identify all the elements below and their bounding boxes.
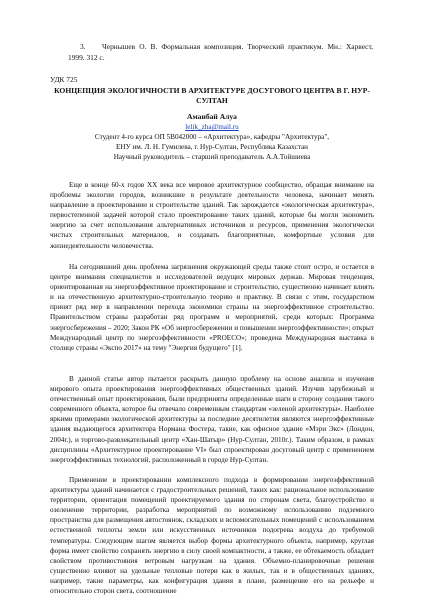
affiliation-line: ЕНУ им. Л. Н. Гумилева, г. Нур-Султан, Республика Казахстан <box>115 143 309 151</box>
author-name: Аманбай Алуа <box>187 112 237 121</box>
udk-code: УДК 725 <box>50 75 78 84</box>
author-email-link[interactable]: lelik_zha@mail.ru <box>185 123 239 131</box>
affiliation-line: Научный руководитель – старший преподаватель А.А.Тойшиева <box>113 153 311 161</box>
reference-entry <box>68 42 373 63</box>
affiliation-line: Студент 4-го курса ОП 5В042000 – «Архитектура», кафедры "Архитектура", <box>94 133 330 141</box>
author-affiliation <box>50 122 374 162</box>
reference-number: 3. <box>80 42 86 51</box>
reference-text: Чернышев О. В. Формальная композиция. Творческий практикум. Мн.: Харвест, 1999. 312 с. <box>68 42 373 62</box>
body-paragraph: Еще в конце 60-х годов XX века все мировое архитектурное сообщество, обращая внимание на проблемы экологии городов, возникшие в результате деятельности человека, начинает менять направление в проектировании и строительстве зданий. Так зарождается «экологическая архитектура», первостепенной задачей которой стало проектирование таких зданий, которые бы могли экономить энергию за счет использования альтернативных источников и ресурсов, применения экологически чистых строительных материалов, и создавать благоприятные, комфортные условия для жизнедеятельности человечества. <box>50 181 374 250</box>
body-paragraph: На сегодняшний день проблема загрязнения окружающей среды также стоит остро, и остается в центре внимания специалистов и исследователей ведущих мировых держав. Мировая тенденция, ориентированная на энергоэффективное проектирование и строительство, существенно начинает влиять и на отечественную архитектурно-строительную теорию и практику. В связи с этим, государством принят ряд мер в направлении перехода экономики страны на энергоэффективное строительство. Правительством страны разработан ряд программ и мероприятий, среди которых: Программа энергосбережения – 2020; Закон РК «Об энергосбережении и повышении энергоэффективности»; открыт Международный центр по энергоэффективности «PROECO»; проведена Международная выставка в столице страны «Экспо 2017» на тему "Энергия будущего" [1]. <box>50 263 374 352</box>
body-paragraph: В данной статье автор пытается раскрыть данную проблему на основе анализа и изучения мирового опыта проектирования энергоэффективных общественных зданий. Изучив зарубежный и отечественный опыт проектирования, были предприняты определенные шаги в сторону создания такого современного объекта, которое бы отвечало современным стандартам «зеленой архитектуры». Наиболее яркими примерами экологической архитектуры за последние десятилетия являются энергоэффективные здания выдающегося архитектора Нормана Фостера, такие, как офисное здание «Мэри Экс» (Лондон, 2004г.), и торгово-развлекательный центр «Хан-Шатыр» (Нур-Султан, 2010г.). Таким образом, в рамках дисциплины «Архитектурное проектирование VI» был спроектирован досуговый центр с применением энергоэффективных технологий, расположенный в городе Нур-Султан. <box>50 375 374 464</box>
body-paragraph: Применение в проектировании комплексного подхода в формировании энергоэффективной архитектуры зданий начинается с градостроительных решений, таких как: рациональное использование территории, ориентация помещений проектируемого здания по сторонам света, благоустройство и озеленение территории, разработка мероприятий по возможному использованию подземного пространства для размещения автостоянок, складских и вспомогательных помещений с использованием естественной теплоты земли или искусственных источников подогрева воздуха до требуемой температуры. Следующим шагом является выбор формы архитектурного объекта, например, круглая форма имеет свойство сохранять энергию в силу своей компактности, а также, ее обтекаемость обладает свойством противостояния ветровым нагрузкам на здания. Объемно-планировочные решения существенно влияют на удельные тепловые потери как в жилых, так и в общественных зданиях, например, такие параметры, как конфигурация здания в плане, размещение его на рельефе и относительно сторон света, соотношение <box>50 476 374 596</box>
paper-title: КОНЦЕПЦИЯ ЭКОЛОГИЧНОСТИ В АРХИТЕКТУРЕ ДОСУГОВОГО ЦЕНТРА В Г. НУР-СУЛТАН <box>54 86 370 105</box>
